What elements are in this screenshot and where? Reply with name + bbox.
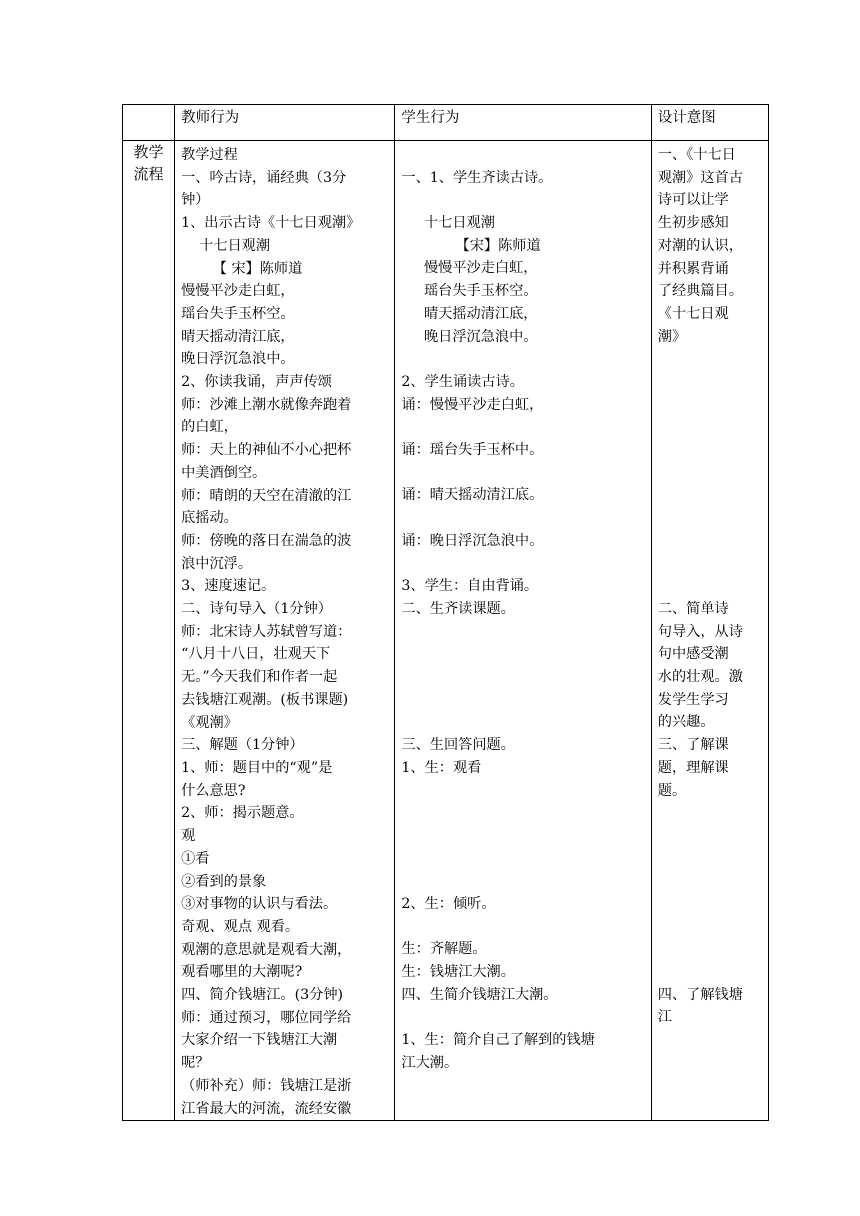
teacher-line: 晴天摇动清江底， [181,328,295,345]
student-line: 生：齐解题。 [401,941,487,958]
student-line: 诵：晚日浮沉急浪中。 [401,532,544,549]
design-line [652,439,768,462]
design-line [652,530,768,553]
design-line [652,394,768,417]
teacher-line: 钟） [181,192,210,209]
teacher-line: 浪中沉浮。 [181,555,253,572]
teacher-line: 慢慢平沙走白虹， [181,283,295,300]
student-line: 三、生回答问题。 [401,737,515,754]
student-line [395,348,650,371]
student-line [395,553,650,576]
student-line: 诵：晴天摇动清江底。 [401,487,544,504]
design-line [652,484,768,507]
student-line [395,621,650,644]
student-line [395,802,650,825]
teacher-line: 观 [181,828,196,845]
header-teacher: 教师行为 [181,110,240,126]
student-line: 二、生齐读课题。 [401,600,515,617]
teacher-line: 瑶台失手玉杯空。 [181,305,295,322]
student-line: 【宋】陈师道 [401,237,541,254]
student-line [395,870,650,893]
teacher-line: 四、简介钱塘江。(3分钟) [181,987,344,1004]
design-line: 观潮》这首古 [657,169,743,186]
student-line: 江大潮。 [401,1054,459,1071]
header-student: 学生行为 [401,110,460,126]
teacher-line: 观潮的意思就是观看大潮， [181,941,352,958]
design-line [652,916,768,939]
student-line [395,1006,650,1029]
student-line: 生：钱塘江大潮。 [401,964,515,981]
design-line: 江 [657,1009,672,1026]
teacher-line: 2、师：揭示题意。 [181,805,304,822]
teacher-line: ②看到的景象 [181,873,267,890]
student-column [395,141,651,1121]
teacher-line: “八月十八日，壮观天下 [181,646,331,663]
design-line: 四、了解钱塘 [657,986,743,1003]
teacher-line: 《观潮》 [181,714,238,731]
teacher-line: 1、师：题目中的“观”是 [181,759,333,776]
teacher-line: 十七日观潮 [181,237,271,254]
student-line: 四、生简介钱塘江大潮。 [401,986,558,1003]
teacher-line: 师：晴朗的天空在清澈的江 [181,487,352,504]
student-line [395,689,650,712]
design-line: 《十七日观 [657,305,729,322]
teacher-line: 什么意思? [181,782,246,799]
student-line: 一、1、学生齐读古诗。 [401,169,553,186]
design-line [652,802,768,825]
teacher-line: 师：北宋诗人苏轼曾写道： [181,623,352,640]
student-line: 诵：慢慢平沙走白虹， [401,396,544,413]
student-line [395,916,650,939]
design-line [652,371,768,394]
student-line: 3、学生：自由背诵。 [401,578,539,595]
teacher-line: 3、速度速记。 [181,578,276,595]
student-line: 1、生：观看 [401,759,482,776]
teacher-line: ③对事物的认识与看法。 [181,896,338,913]
teacher-line: 【 宋】陈师道 [181,260,303,277]
header-design-cell [651,105,768,141]
design-line [652,893,768,916]
teacher-line: 无。”今天我们和作者一起 [181,669,338,686]
side-label: 教学流程 [133,143,164,183]
student-line [395,416,650,439]
teacher-line: 一、吟古诗，诵经典（3分 [181,169,347,186]
student-line [395,780,650,803]
student-line [395,666,650,689]
design-line [652,961,768,984]
teacher-line: 观看哪里的大潮呢? [181,964,303,981]
teacher-line: 奇观、观点 观看。 [181,918,300,935]
teacher-line: 江省最大的河流，流经安徽 [181,1100,352,1117]
design-line: 了经典篇目。 [657,283,743,300]
student-line [395,462,650,485]
student-line: 诵：瑶台失手玉杯中。 [401,442,544,459]
header-empty-cell [123,105,175,141]
student-line: 慢慢平沙走白虹， [401,260,538,277]
teacher-line: 二、诗句导入（1分钟） [181,601,332,618]
design-column [651,141,768,1121]
design-line: 三、了解课 [657,737,729,754]
teacher-line: 三、解题（1分钟） [181,737,304,754]
design-line: 题。 [657,782,687,799]
student-line [395,711,650,734]
design-line: 二、简单诗 [657,600,729,617]
design-line: 句中感受潮 [657,646,729,663]
teacher-line: 师：通过预习，哪位同学给 [181,1009,352,1026]
design-line [652,938,768,961]
teacher-line: 大家介绍一下钱塘江大潮 [181,1032,338,1049]
teacher-line: 中美酒倒空。 [181,464,267,481]
design-line [652,575,768,598]
design-line: 诗可以让学 [657,192,729,209]
student-line: 2、学生诵读古诗。 [401,373,524,390]
teacher-line: 1、出示古诗《十七日观潮》 [181,215,361,232]
teacher-line: 底摇动。 [181,510,238,527]
student-line [395,848,650,871]
student-line [395,189,650,212]
design-line: 并积累背诵 [657,260,729,277]
content-row [123,141,769,1121]
student-line: 晚日浮沉急浪中。 [401,328,538,345]
teacher-line: ①看 [181,850,210,867]
student-line [395,144,650,167]
design-line: 对潮的认识， [657,237,743,254]
design-line: 潮》 [657,328,687,345]
design-line: 水的壮观。激 [657,669,743,685]
design-line [652,348,768,371]
design-line [652,507,768,530]
design-line [652,553,768,576]
lesson-plan-table [122,104,769,1121]
teacher-line: 晚日浮沉急浪中。 [181,351,295,368]
design-line: 题，理解课 [657,759,729,776]
design-line [652,825,768,848]
student-line: 瑶台失手玉杯空。 [401,283,538,300]
teacher-line: （师补充）师：钱塘江是浙 [181,1077,352,1094]
design-line: 生初步感知 [657,215,729,232]
design-line: 句导入，从诗 [657,623,743,640]
student-line: 十七日观潮 [401,215,495,232]
teacher-line: 去钱塘江观潮。(板书课题) [181,691,349,708]
student-line [395,825,650,848]
design-line [652,416,768,439]
student-line: 2、生：倾听。 [401,895,496,912]
student-line [395,643,650,666]
teacher-line: 师：沙滩上潮水就像奔跑着 [181,396,352,413]
header-row [123,105,769,141]
student-line [395,507,650,530]
header-teacher-cell [175,105,395,141]
design-line [652,848,768,871]
design-line: 的兴趣。 [657,714,715,731]
teacher-line: 呢？ [181,1055,210,1072]
teacher-line: 的白虹， [181,419,238,436]
student-line: 1、生：简介自己了解到的钱塘 [401,1032,595,1049]
teacher-line: 教学过程 [181,147,238,163]
teacher-column [175,141,395,1121]
header-design: 设计意图 [657,110,716,126]
teacher-line: 师：天上的神仙不小心把杯 [181,442,352,459]
design-line [652,462,768,485]
teacher-line: 师：傍晚的落日在湍急的波 [181,532,352,549]
design-line [652,870,768,893]
student-line: 晴天摇动清江底， [401,305,538,322]
side-label-cell [123,141,175,1121]
teacher-line: 2、你读我诵，声声传颂 [181,374,332,391]
design-line: 发学生学习 [657,691,729,708]
design-line: 一、《十七日 [657,147,736,163]
header-student-cell [395,105,651,141]
